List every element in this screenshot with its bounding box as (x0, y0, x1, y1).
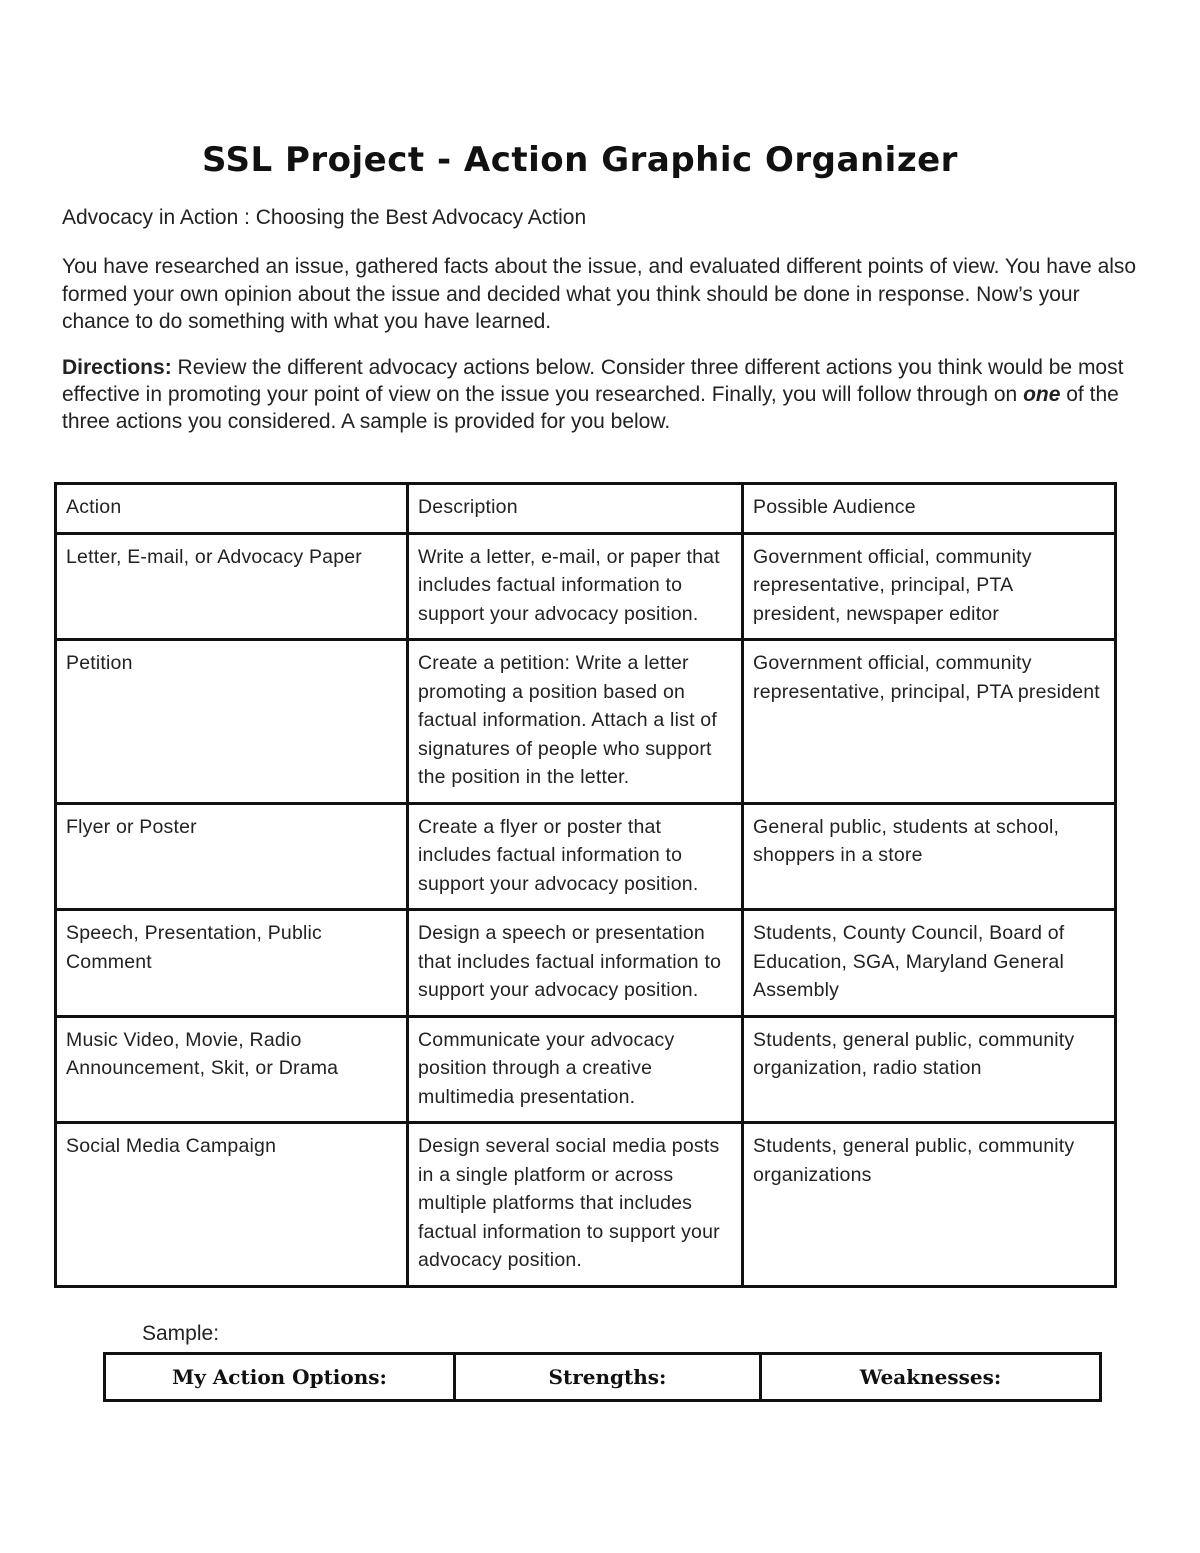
action-cell: Social Media Campaign (56, 1123, 408, 1287)
audience-cell: Government official, community representative, principal, PTA president (743, 640, 1116, 804)
action-cell: Petition (56, 640, 408, 804)
table-row (56, 640, 1116, 804)
directions-paragraph (62, 354, 1142, 435)
description-cell: Design a speech or presentation that includes factual information to support your advocacy position. (408, 910, 743, 1017)
audience-cell: Students, general public, community organization, radio station (743, 1016, 1116, 1123)
action-cell: Flyer or Poster (56, 803, 408, 910)
table-header-row (56, 484, 1116, 534)
directions-text-before: Review the different advocacy actions below. Consider three different actions you think would be most effective in promoting your point of view on the issue you researched. Finally, you will follow through on (62, 356, 1124, 406)
sample-header-row (105, 1354, 1101, 1401)
action-cell: Music Video, Movie, Radio Announcement, Skit, or Drama (56, 1016, 408, 1123)
header-action: Action (56, 484, 408, 534)
description-cell: Create a petition: Write a letter promoting a position based on factual information. Attach a list of signatures of people who support the position in the letter. (408, 640, 743, 804)
audience-cell: Students, County Council, Board of Education, SGA, Maryland General Assembly (743, 910, 1116, 1017)
table-row (56, 1123, 1116, 1287)
description-cell: Create a flyer or poster that includes factual information to support your advocacy position. (408, 803, 743, 910)
sample-table (103, 1352, 1102, 1402)
audience-cell: General public, students at school, shoppers in a store (743, 803, 1116, 910)
table-row (56, 1016, 1116, 1123)
directions-label: Directions: (62, 356, 172, 379)
sample-header-weaknesses: Weaknesses: (761, 1354, 1101, 1401)
sample-header-options: My Action Options: (105, 1354, 455, 1401)
sample-header-strengths: Strengths: (455, 1354, 761, 1401)
sample-label: Sample: (142, 1322, 220, 1345)
directions-text-after: of the three actions you considered. A sample is provided for you below. (62, 383, 1119, 433)
audience-cell: Government official, community representative, principal, PTA president, newspaper editor (743, 533, 1116, 640)
action-cell: Speech, Presentation, Public Comment (56, 910, 408, 1017)
description-cell: Design several social media posts in a single platform or across multiple platforms that includes factual information to support your advocacy position. (408, 1123, 743, 1287)
action-cell: Letter, E-mail, or Advocacy Paper (56, 533, 408, 640)
intro-paragraph: You have researched an issue, gathered facts about the issue, and evaluated different points of view. You have also formed your own opinion about the issue and decided what you think should be done in response. Now’s your chance to do something with what you have learned. (62, 255, 1137, 333)
page-title: SSL Project - Action Graphic Organizer (202, 140, 958, 180)
header-audience: Possible Audience (743, 484, 1116, 534)
advocacy-actions-table (54, 482, 1117, 1288)
table-row (56, 803, 1116, 910)
description-cell: Write a letter, e-mail, or paper that includes factual information to support your advocacy position. (408, 533, 743, 640)
header-description: Description (408, 484, 743, 534)
page-subtitle: Advocacy in Action : Choosing the Best Advocacy Action (62, 206, 587, 229)
directions-emphasis: one (1023, 383, 1061, 406)
audience-cell: Students, general public, community organizations (743, 1123, 1116, 1287)
description-cell: Communicate your advocacy position through a creative multimedia presentation. (408, 1016, 743, 1123)
table-row (56, 533, 1116, 640)
table-row (56, 910, 1116, 1017)
